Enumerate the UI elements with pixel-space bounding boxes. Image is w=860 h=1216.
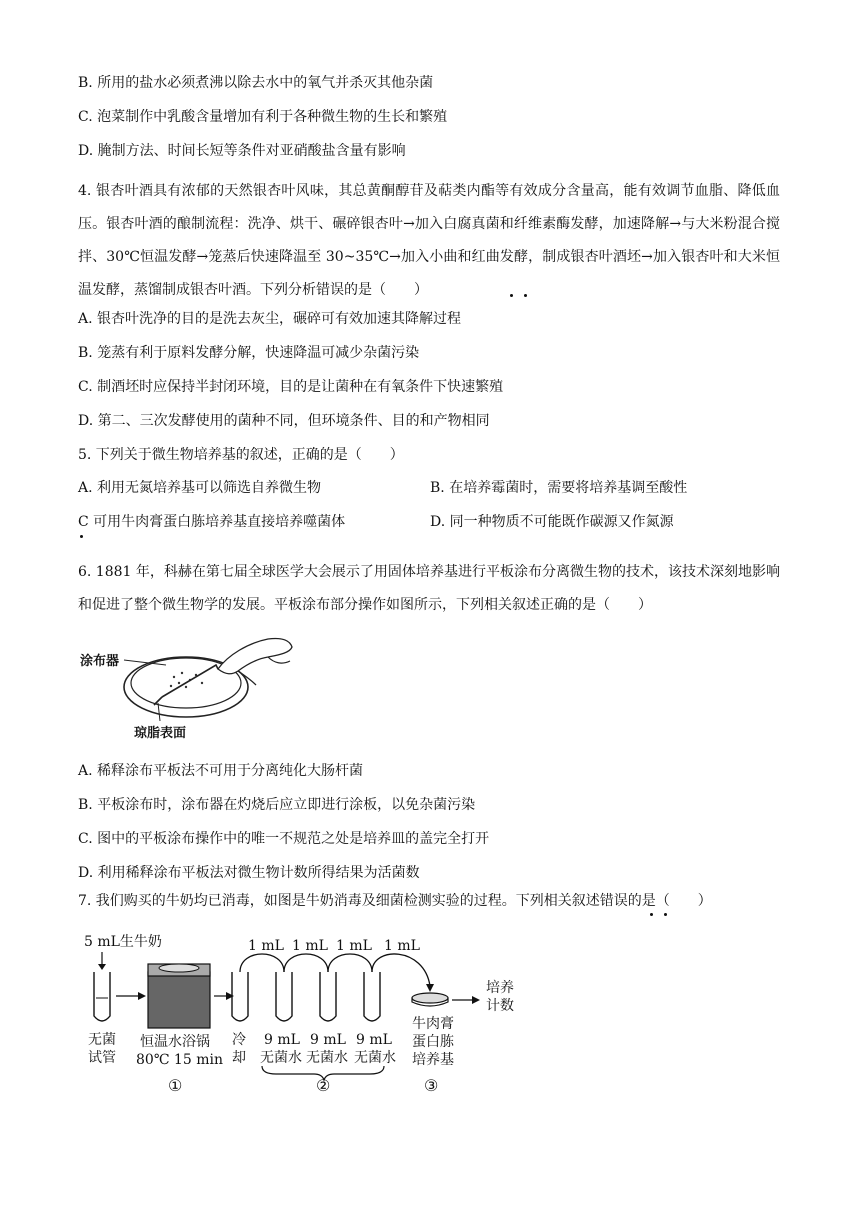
q4-option-d: D. 第二、三次发酵使用的菌种不同，但环境条件、目的和产物相同 xyxy=(78,413,490,429)
step-3-label: ③ xyxy=(424,1076,439,1095)
medium-label-3: 培养基 xyxy=(412,1052,454,1068)
cooling-label-1: 冷 xyxy=(232,1032,246,1048)
step-2-label: ② xyxy=(316,1076,331,1095)
medium-label-1: 牛肉膏 xyxy=(412,1016,454,1032)
sterile-water-3: 无菌水 xyxy=(354,1050,396,1066)
cooling-tube xyxy=(232,972,248,1021)
transfer-volume-2: 1 mL xyxy=(292,938,328,954)
water-volume-1: 9 mL xyxy=(264,1032,300,1048)
milk-test-figure xyxy=(78,928,538,1103)
water-bath-label: 恒温水浴锅 xyxy=(140,1034,210,1050)
emphasis-dot xyxy=(524,294,527,297)
sterile-tube-label-2: 试管 xyxy=(88,1050,116,1066)
dilution-tube-1 xyxy=(276,972,292,1021)
q6-option-d: D. 利用稀释涂布平板法对微生物计数所得结果为活菌数 xyxy=(78,865,420,881)
sterile-water-2: 无菌水 xyxy=(306,1050,348,1066)
q5-option-d: D. 同一种物质不可能既作碳源又作氮源 xyxy=(430,514,674,530)
q5-stem: 5. 下列关于微生物培养基的叙述，正确的是（ ） xyxy=(78,447,404,463)
emphasis-dot xyxy=(510,294,513,297)
water-bath xyxy=(148,972,210,1028)
q4-option-c: C. 制酒坯时应保持半封闭环境，目的是让菌种在有氧条件下快速繁殖 xyxy=(78,379,504,395)
culture-count-label-2: 计数 xyxy=(486,998,514,1014)
q4-option-b: B. 笼蒸有利于原料发酵分解，快速降温可减少杂菌污染 xyxy=(78,345,420,361)
q6-option-b: B. 平板涂布时，涂布器在灼烧后应立即进行涂板，以免杂菌污染 xyxy=(78,797,476,813)
water-volume-3: 9 mL xyxy=(356,1032,392,1048)
q3-option-c: C. 泡菜制作中乳酸含量增加有利于各种微生物的生长和繁殖 xyxy=(78,109,448,125)
q5-option-b: B. 在培养霉菌时，需要将培养基调至酸性 xyxy=(430,480,688,496)
q5-option-a: A. 利用无氮培养基可以筛选自养微生物 xyxy=(78,480,322,496)
transfer-volume-3: 1 mL xyxy=(336,938,372,954)
sterile-tube-label-1: 无菌 xyxy=(88,1032,116,1048)
emphasis-dot xyxy=(664,913,667,916)
hand xyxy=(218,638,292,673)
dilution-tube-2 xyxy=(320,972,336,1021)
cooling-label-2: 却 xyxy=(232,1050,246,1066)
q5-option-c: C 可用牛肉膏蛋白胨培养基直接培养噬菌体 xyxy=(78,514,346,530)
q6-option-a: A. 稀释涂布平板法不可用于分离纯化大肠杆菌 xyxy=(78,763,364,779)
step-1-label: ① xyxy=(168,1076,183,1095)
sterile-tube xyxy=(94,972,110,1021)
water-bath-condition: 80℃ 15 min xyxy=(136,1052,223,1068)
emphasis-dot xyxy=(650,913,653,916)
agar-surface-label: 琼脂表面 xyxy=(134,726,187,741)
water-volume-2: 9 mL xyxy=(310,1032,346,1048)
culture-plate xyxy=(412,993,448,1003)
q6-option-c: C. 图中的平板涂布操作中的唯一不规范之处是培养皿的盖完全打开 xyxy=(78,831,490,847)
medium-label-2: 蛋白胨 xyxy=(412,1034,454,1050)
dilution-tube-3 xyxy=(364,972,380,1021)
emphasis-dot xyxy=(80,535,83,538)
transfer-volume-4: 1 mL xyxy=(384,938,420,954)
raw-milk-label: 5 mL生牛奶 xyxy=(84,934,162,950)
q3-option-b: B. 所用的盐水必须煮沸以除去水中的氧气并杀灭其他杂菌 xyxy=(78,75,434,91)
plate-spreading-figure xyxy=(78,625,318,745)
sterile-water-1: 无菌水 xyxy=(260,1050,302,1066)
spreader-label: 涂布器 xyxy=(80,654,120,669)
q6-stem: 6. 1881 年，科赫在第七届全球医学大会展示了用固体培养基进行平板涂布分离微生物的技术，该技术深刻地影响和促进了整个微生物学的发展。平板涂布部分操作如图所示，下列相关叙述正确的是（ ） xyxy=(78,564,780,613)
q4-option-a: A. 银杏叶洗净的目的是洗去灰尘，碾碎可有效加速其降解过程 xyxy=(78,311,462,327)
q3-option-d: D. 腌制方法、时间长短等条件对亚硝酸盐含量有影响 xyxy=(78,143,406,159)
q4-stem: 4. 银杏叶酒具有浓郁的天然银杏叶风味，其总黄酮醇苷及萜类内酯等有效成分含量高，能有效调节血脂、降低血压。银杏叶酒的酿制流程：洗净、烘干、碾碎银杏叶→加入白腐真菌和纤维素酶发酵，加速降解→与大米粉混合搅拌、30℃恒温发酵→笼蒸后快速降温至 30~35℃→加入小曲和红曲发酵，制成银杏叶酒坯→加入银杏叶和大米恒温发酵，蒸馏制成银杏叶酒。下列分析错误的是（ ） xyxy=(78,183,780,298)
culture-count-label-1: 培养 xyxy=(486,980,514,996)
transfer-volume-1: 1 mL xyxy=(248,938,284,954)
q7-stem: 7. 我们购买的牛奶均已消毒，如图是牛奶消毒及细菌检测实验的过程。下列相关叙述错误的是（ ） xyxy=(78,893,712,909)
